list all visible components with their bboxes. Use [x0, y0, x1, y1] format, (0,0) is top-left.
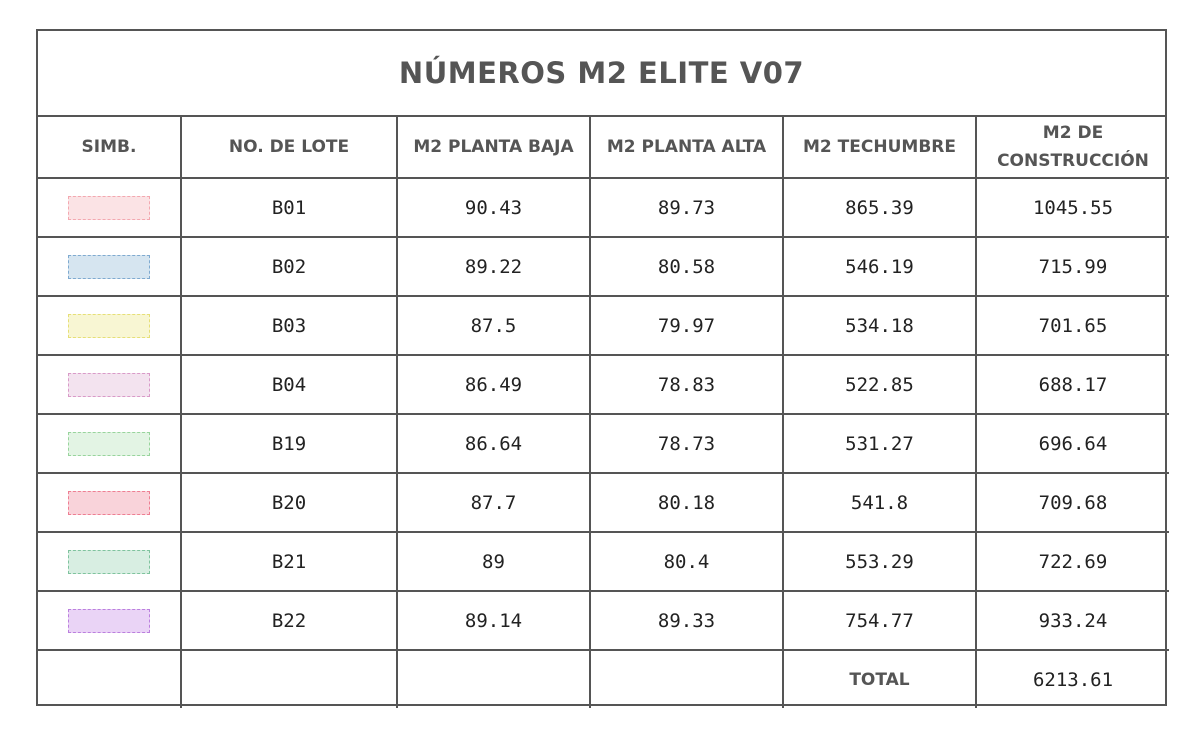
total-value: 6213.61	[976, 650, 1169, 708]
title-row	[38, 31, 1165, 117]
symbol-cell	[38, 532, 181, 591]
symbol-cell	[38, 237, 181, 296]
planta-baja-cell: 86.49	[397, 355, 590, 414]
lote-cell: B19	[181, 414, 397, 473]
color-swatch	[68, 255, 150, 279]
techumbre-cell: 534.18	[783, 296, 976, 355]
planta-baja-cell: 86.64	[397, 414, 590, 473]
techumbre-cell: 754.77	[783, 591, 976, 650]
table-row	[38, 532, 1169, 591]
lote-cell: B03	[181, 296, 397, 355]
planta-alta-cell: 78.83	[590, 355, 783, 414]
header-techumbre: M2 TECHUMBRE	[783, 117, 976, 178]
construccion-cell: 715.99	[976, 237, 1169, 296]
planta-baja-cell: 89.14	[397, 591, 590, 650]
planta-alta-cell: 89.33	[590, 591, 783, 650]
color-swatch	[68, 550, 150, 574]
color-swatch	[68, 314, 150, 338]
symbol-cell	[38, 355, 181, 414]
techumbre-cell: 541.8	[783, 473, 976, 532]
lote-cell: B02	[181, 237, 397, 296]
total-label: TOTAL	[783, 650, 976, 708]
planta-alta-cell: 89.73	[590, 178, 783, 237]
lote-cell: B22	[181, 591, 397, 650]
planta-alta-cell: 78.73	[590, 414, 783, 473]
planta-alta-cell: 80.58	[590, 237, 783, 296]
color-swatch	[68, 609, 150, 633]
header-planta-alta: M2 PLANTA ALTA	[590, 117, 783, 178]
table-row	[38, 178, 1169, 237]
symbol-cell	[38, 296, 181, 355]
techumbre-cell: 546.19	[783, 237, 976, 296]
empty-cell	[590, 650, 783, 708]
table-row	[38, 414, 1169, 473]
table-body	[38, 178, 1169, 708]
construccion-cell: 933.24	[976, 591, 1169, 650]
header-row	[38, 117, 1169, 178]
table-row	[38, 591, 1169, 650]
techumbre-cell: 522.85	[783, 355, 976, 414]
lote-cell: B21	[181, 532, 397, 591]
color-swatch	[68, 373, 150, 397]
color-swatch	[68, 196, 150, 220]
construccion-cell: 701.65	[976, 296, 1169, 355]
techumbre-cell: 553.29	[783, 532, 976, 591]
header-construccion	[976, 117, 1169, 178]
planta-baja-cell: 87.7	[397, 473, 590, 532]
construccion-cell: 722.69	[976, 532, 1169, 591]
lote-cell: B01	[181, 178, 397, 237]
planta-baja-cell: 87.5	[397, 296, 590, 355]
empty-cell	[397, 650, 590, 708]
table-row	[38, 296, 1169, 355]
construccion-cell: 688.17	[976, 355, 1169, 414]
symbol-cell	[38, 414, 181, 473]
planta-alta-cell: 80.4	[590, 532, 783, 591]
lot-area-table-sheet	[36, 29, 1167, 706]
symbol-cell	[38, 473, 181, 532]
table-row	[38, 355, 1169, 414]
construccion-cell: 709.68	[976, 473, 1169, 532]
planta-baja-cell: 89	[397, 532, 590, 591]
table-row	[38, 237, 1169, 296]
header-construccion-line2: CONSTRUCCIÓN	[997, 151, 1149, 171]
symbol-cell	[38, 178, 181, 237]
header-simb: SIMB.	[38, 117, 181, 178]
total-row	[38, 650, 1169, 708]
lote-cell: B20	[181, 473, 397, 532]
lot-area-table	[38, 117, 1169, 708]
header-construccion-line1: M2 DE	[1042, 123, 1104, 143]
construccion-cell: 1045.55	[976, 178, 1169, 237]
techumbre-cell: 531.27	[783, 414, 976, 473]
planta-alta-cell: 79.97	[590, 296, 783, 355]
planta-baja-cell: 89.22	[397, 237, 590, 296]
header-lote: NO. DE LOTE	[181, 117, 397, 178]
header-planta-baja: M2 PLANTA BAJA	[397, 117, 590, 178]
table-title: NÚMEROS M2 ELITE V07	[398, 56, 805, 90]
color-swatch	[68, 491, 150, 515]
planta-baja-cell: 90.43	[397, 178, 590, 237]
empty-cell	[38, 650, 181, 708]
techumbre-cell: 865.39	[783, 178, 976, 237]
empty-cell	[181, 650, 397, 708]
symbol-cell	[38, 591, 181, 650]
construccion-cell: 696.64	[976, 414, 1169, 473]
planta-alta-cell: 80.18	[590, 473, 783, 532]
color-swatch	[68, 432, 150, 456]
table-row	[38, 473, 1169, 532]
lote-cell: B04	[181, 355, 397, 414]
